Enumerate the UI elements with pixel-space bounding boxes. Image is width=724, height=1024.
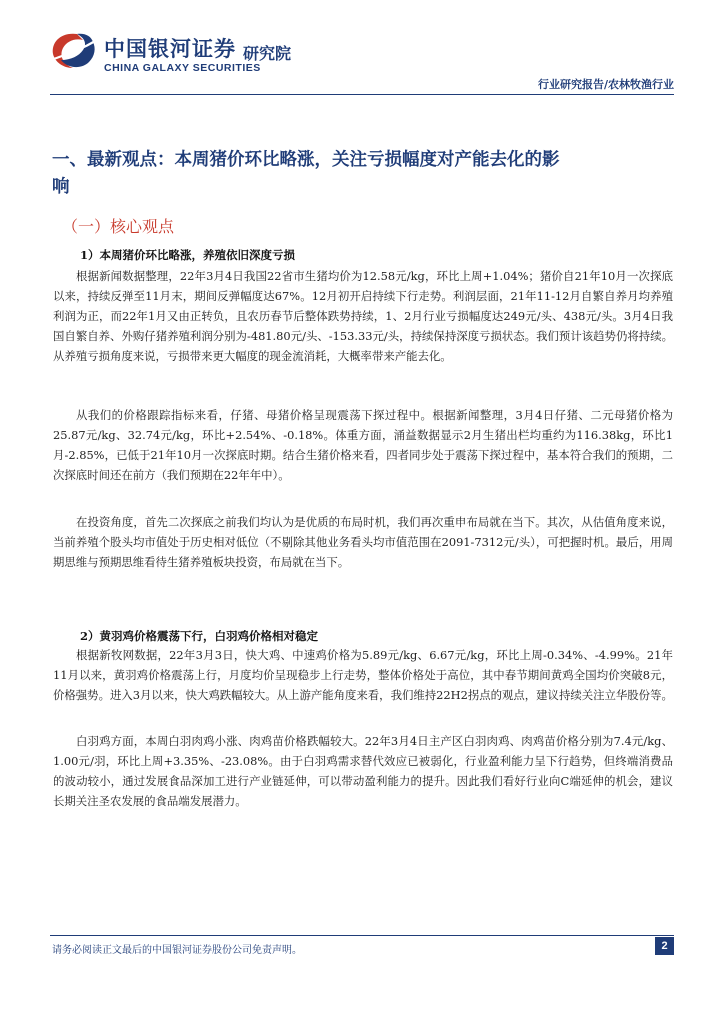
- header-divider: [50, 94, 674, 95]
- footer-disclaimer: 请务必阅读正文最后的中国银河证券股份公司免责声明。: [52, 945, 302, 956]
- point-heading-poultry: 2）黄羽鸡价格震荡下行，白羽鸡价格相对稳定: [80, 629, 318, 643]
- brand-name-en: CHINA GALAXY SECURITIES: [104, 62, 261, 74]
- footer-divider: [50, 935, 674, 936]
- paragraph-block: [53, 266, 673, 366]
- page-header: [0, 0, 724, 100]
- report-type: 行业研究报告/农林牧渔行业: [537, 78, 674, 91]
- paragraph-block: [53, 731, 673, 811]
- paragraph: 根据新闻数据整理，22年3月4日我国22省市生猪均价为12.58元/kg，环比上周+1.04%；猪价自21年10月一次探底以来，持续反弹至11月末，期间反弹幅度达67%。12月初开启持续下行走势。利润层面，21年11-12月自繁自养月均养殖利润为正，而22年1月又由正转负，且农历春节后整体跌势持续，1、2月行业亏损幅度达249元/头、438元/头。3月4日我国自繁自养、外购仔猪养殖利润分别为-481.80元/头、-153.33元/头，持续保持深度亏损状态。我们预计该趋势仍将持续。从养殖亏损角度来说，亏损带来更大幅度的现金流消耗，大概率带来产能去化。: [53, 269, 673, 363]
- paragraph-block: [53, 645, 673, 705]
- paragraph: 在投资角度，首先二次探底之前我们均认为是优质的布局时机，我们再次重申布局就在当下。其次，从估值角度来说，当前养殖个股头均市值处于历史相对低位（不剔除其他业务看头均市值范围在2091-7312元/头），可把握时机。最后，用周期思维与预期思维看待生猪养殖板块投资，布局就在当下。: [53, 515, 673, 569]
- section-title: 一、最新观点：本周猪价环比略涨，关注亏损幅度对产能去化的影响: [52, 150, 560, 197]
- paragraph-block: [53, 405, 673, 485]
- paragraph-block: [53, 512, 673, 572]
- institute-name: 研究院: [243, 44, 292, 63]
- section-subtitle: （一）核心观点: [62, 217, 175, 236]
- galaxy-logo-icon: [47, 30, 99, 74]
- brand-name-cn: 中国银河证券: [104, 37, 236, 61]
- point-heading-pigs: 1）本周猪价环比略涨，养殖依旧深度亏损: [80, 248, 295, 262]
- page-number: 2: [655, 937, 674, 955]
- paragraph: 从我们的价格跟踪指标来看，仔猪、母猪价格呈现震荡下探过程中。根据新闻整理，3月4日仔猪、二元母猪价格为25.87元/kg、32.74元/kg，环比+2.54%、-0.18%。体重方面，涌益数据显示2月生猪出栏均重约为116.38kg，环比1月-2.85%，已低于21年10月一次探底时期。结合生猪价格来看，四者同步处于震荡下探过程中，基本符合我们的预期，二次探底时间还在前方（我们预期在22年年中）。: [53, 408, 673, 482]
- paragraph: 根据新牧网数据，22年3月3日，快大鸡、中速鸡价格为5.89元/kg、6.67元/kg，环比上周-0.34%、-4.99%。21年11月以来，黄羽鸡价格震荡上行，月度均价呈现稳步上行走势，整体价格处于高位，其中春节期间黄鸡全国均价突破8元，价格强势。进入3月以来，快大鸡跌幅较大。从上游产能角度来看，我们维持22H2拐点的观点，建议持续关注立华股份等。: [53, 648, 673, 702]
- paragraph: 白羽鸡方面，本周白羽肉鸡小涨、肉鸡苗价格跌幅较大。22年3月4日主产区白羽肉鸡、肉鸡苗价格分别为7.4元/kg、1.00元/羽，环比上周+3.35%、-23.08%。由于白羽鸡需求替代效应已被弱化，行业盈利能力呈下行趋势，但终端消费品的波动较小，通过发展食品深加工进行产业链延伸，可以带动盈利能力的提升。因此我们看好行业向C端延伸的机会，建议长期关注圣农发展的食品端发展潜力。: [53, 734, 673, 808]
